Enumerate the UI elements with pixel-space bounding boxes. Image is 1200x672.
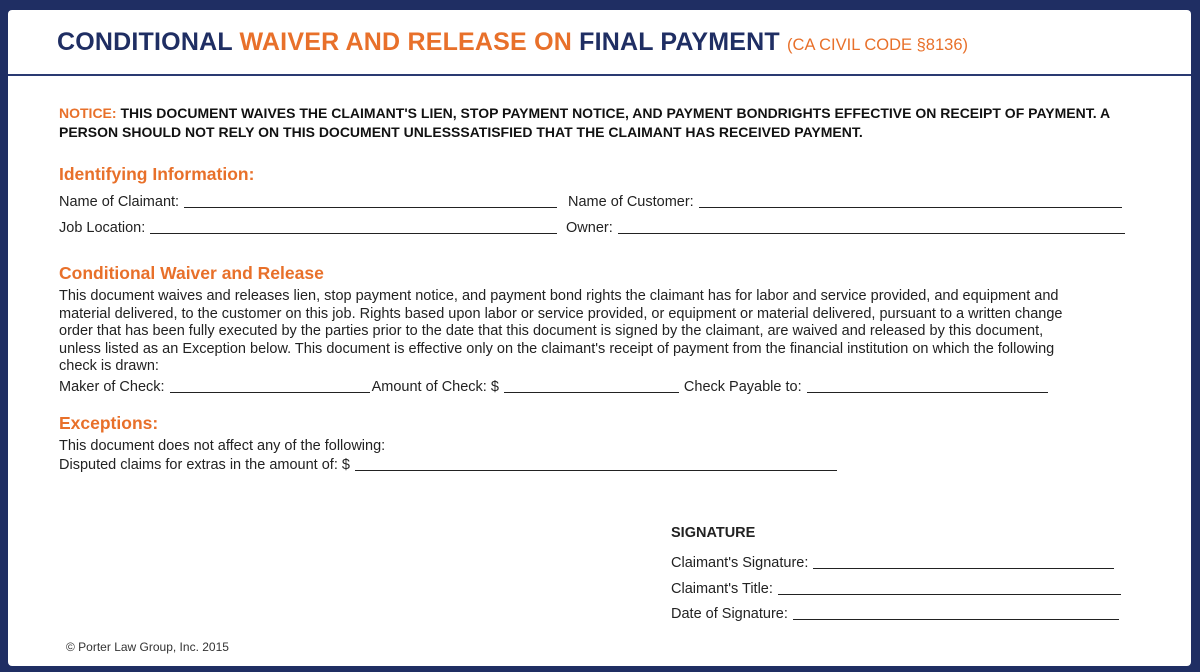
title-part-1: CONDITIONAL (57, 28, 240, 56)
claimant-signature-label: Claimant's Signature: (671, 555, 809, 571)
name-of-claimant-row (59, 193, 557, 210)
form-header (8, 10, 1191, 76)
disputed-claims-field[interactable] (355, 456, 837, 471)
owner-label: Owner: (566, 220, 613, 236)
disputed-claims-row (59, 456, 837, 473)
owner-row (566, 219, 1125, 236)
name-of-customer-label: Name of Customer: (568, 194, 694, 210)
notice-block (59, 104, 1139, 141)
claimant-title-row (671, 580, 1121, 597)
date-of-signature-field[interactable] (793, 605, 1119, 620)
claimant-signature-field[interactable] (813, 554, 1114, 569)
job-location-field[interactable] (150, 219, 557, 234)
title-part-3: FINAL PAYMENT (579, 28, 788, 56)
name-of-claimant-field[interactable] (184, 193, 557, 208)
waiver-heading: Conditional Waiver and Release (59, 263, 324, 283)
title-subtitle: (CA CIVIL CODE §8136) (787, 36, 969, 54)
maker-of-check-field[interactable] (170, 378, 370, 393)
job-location-label: Job Location: (59, 220, 146, 236)
check-payable-to-label: Check Payable to: (683, 379, 802, 395)
exceptions-intro: This document does not affect any of the following: (59, 438, 386, 454)
claimant-title-field[interactable] (778, 580, 1121, 595)
claimant-title-label: Claimant's Title: (671, 581, 773, 597)
disputed-claims-label: Disputed claims for extras in the amount of: $ (59, 457, 350, 473)
notice-label: NOTICE: (59, 105, 117, 121)
name-of-claimant-label: Name of Claimant: (59, 194, 180, 210)
title-part-2: WAIVER AND RELEASE ON (239, 28, 580, 56)
claimant-signature-row (671, 554, 1114, 571)
waiver-body: This document waives and releases lien, stop payment notice, and payment bond rights the claimant has for labor and service provided, and equipment and material delivered, to the customer on this job. Rights based upon labor or service provided, or equipment or material delivered, pursuant to a written change order that has been fully executed by the parties prior to the date that this document is signed by the claimant, are waived and released by this document, unless listed as an Exception below. This document is effective only on the claimant's receipt of payment from the financial institution on which the following check is drawn: (59, 288, 1063, 374)
exceptions-heading: Exceptions: (59, 413, 159, 433)
date-of-signature-row (671, 605, 1119, 622)
maker-of-check-label: Maker of Check: (59, 379, 165, 395)
date-of-signature-label: Date of Signature: (671, 606, 788, 622)
form-title (57, 28, 968, 57)
job-location-row (59, 219, 557, 236)
amount-of-check-label: Amount of Check: $ (371, 379, 499, 395)
notice-text: THIS DOCUMENT WAIVES THE CLAIMANT'S LIEN, STOP PAYMENT NOTICE, AND PAYMENT BONDRIGHTS EFFECTIVE ON RECEIPT OF PAYMENT. A PERSON SHOULD NOT RELY ON THIS DOCUMENT UNLESSSATISFIED THAT THE CLAIMANT HAS RECEIVED PAYMENT. (59, 105, 1110, 140)
amount-of-check-field[interactable] (504, 378, 679, 393)
owner-field[interactable] (618, 219, 1125, 234)
name-of-customer-row (568, 193, 1122, 210)
waiver-form (8, 10, 1191, 666)
check-row (59, 378, 1048, 395)
check-payable-to-field[interactable] (807, 378, 1048, 393)
copyright: © Porter Law Group, Inc. 2015 (66, 640, 229, 654)
signature-heading: SIGNATURE (671, 525, 756, 541)
identifying-heading: Identifying Information: (59, 164, 255, 184)
name-of-customer-field[interactable] (699, 193, 1122, 208)
